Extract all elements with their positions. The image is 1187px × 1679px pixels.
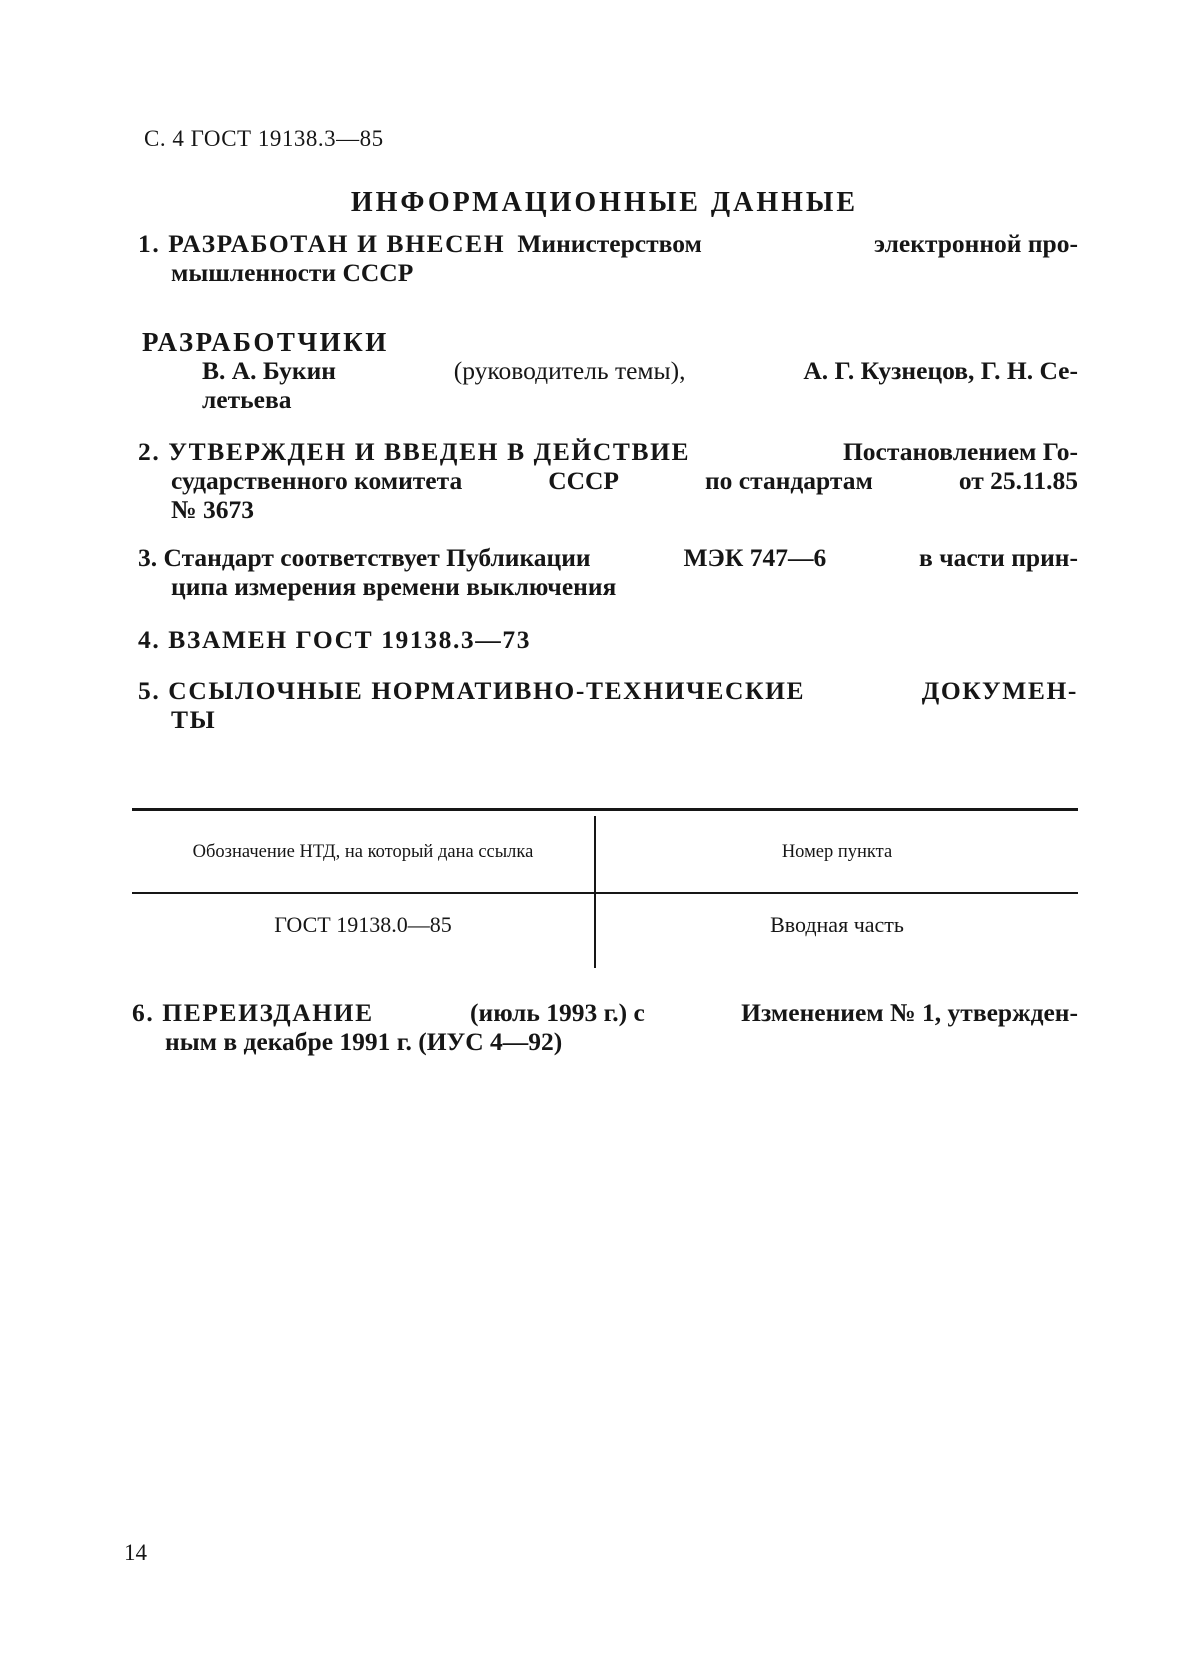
item-4 — [138, 625, 1078, 654]
developers-heading: РАЗРАБОТЧИКИ — [142, 327, 389, 357]
reference-table — [132, 808, 1078, 972]
item-1-text-c: мышленности СССР — [171, 258, 414, 287]
item-2-lead: 2. УТВЕРЖДЕН И ВВЕДЕН В ДЕЙСТВИЕ — [138, 437, 691, 466]
item-5-text-b: ДОКУМЕН- — [921, 676, 1078, 705]
page-number: 14 — [124, 1540, 147, 1565]
item-2-number: № 3673 — [171, 495, 254, 524]
item-1-text-a: Министерством — [517, 229, 702, 258]
item-1 — [138, 229, 1078, 287]
developer-2-3: А. Г. Кузнецов, Г. Н. Се- — [803, 356, 1078, 385]
item-5 — [138, 676, 1078, 734]
page-title: ИНФОРМАЦИОННЫЕ ДАННЫЕ — [350, 187, 859, 218]
item-2-text-a: Постановлением Го- — [842, 437, 1078, 466]
item-5-text-a: 5. ССЫЛОЧНЫЕ НОРМАТИВНО-ТЕХНИЧЕСКИЕ — [138, 676, 806, 705]
item-5-text-c: ТЫ — [171, 705, 217, 734]
item-6 — [132, 998, 1078, 1056]
table-header-designation: Обозначение НТД, на который дана ссылка — [192, 842, 534, 862]
item-2 — [138, 437, 1078, 524]
item-3-text-c: ципа измерения времени выключения — [171, 572, 617, 601]
item-3-text-a: 3. Стандарт соответствует Публикации — [138, 543, 591, 572]
item-6-text-b: Изменением № 1, утвержден- — [741, 998, 1078, 1027]
item-6-text-a: (июль 1993 г.) с — [470, 998, 645, 1027]
item-2-date: от 25.11.85 — [958, 466, 1078, 495]
item-2-text-b: сударственного комитета — [171, 466, 463, 495]
item-1-lead: 1. РАЗРАБОТАН И ВНЕСЕН — [138, 229, 506, 258]
item-3-text-b: в части прин- — [919, 543, 1078, 572]
table-header-rule — [132, 892, 1078, 894]
developer-3-cont: летьева — [202, 385, 292, 414]
item-3 — [138, 543, 1078, 601]
table-cell-clause: Вводная часть — [770, 912, 904, 937]
table-header-clause: Номер пункта — [781, 842, 893, 862]
table-top-rule — [132, 808, 1078, 811]
item-6-lead: 6. ПЕРЕИЗДАНИЕ — [132, 998, 374, 1027]
item-3-publication: МЭК 747—6 — [683, 543, 827, 572]
developers-list — [202, 356, 1078, 414]
table-cell-designation: ГОСТ 19138.0—85 — [274, 912, 452, 937]
developer-1: В. А. Букин — [202, 356, 336, 385]
item-2-text-c: СССР — [548, 466, 620, 495]
item-1-text-b: электронной про- — [874, 229, 1078, 258]
developer-1-role: (руководитель темы), — [453, 356, 686, 385]
item-4-text: 4. ВЗАМЕН ГОСТ 19138.3—73 — [138, 625, 532, 654]
item-6-text-c: ным в декабре 1991 г. (ИУС 4—92) — [165, 1027, 563, 1056]
item-2-text-d: по стандартам — [704, 466, 873, 495]
running-head: С. 4 ГОСТ 19138.3—85 — [144, 126, 384, 151]
